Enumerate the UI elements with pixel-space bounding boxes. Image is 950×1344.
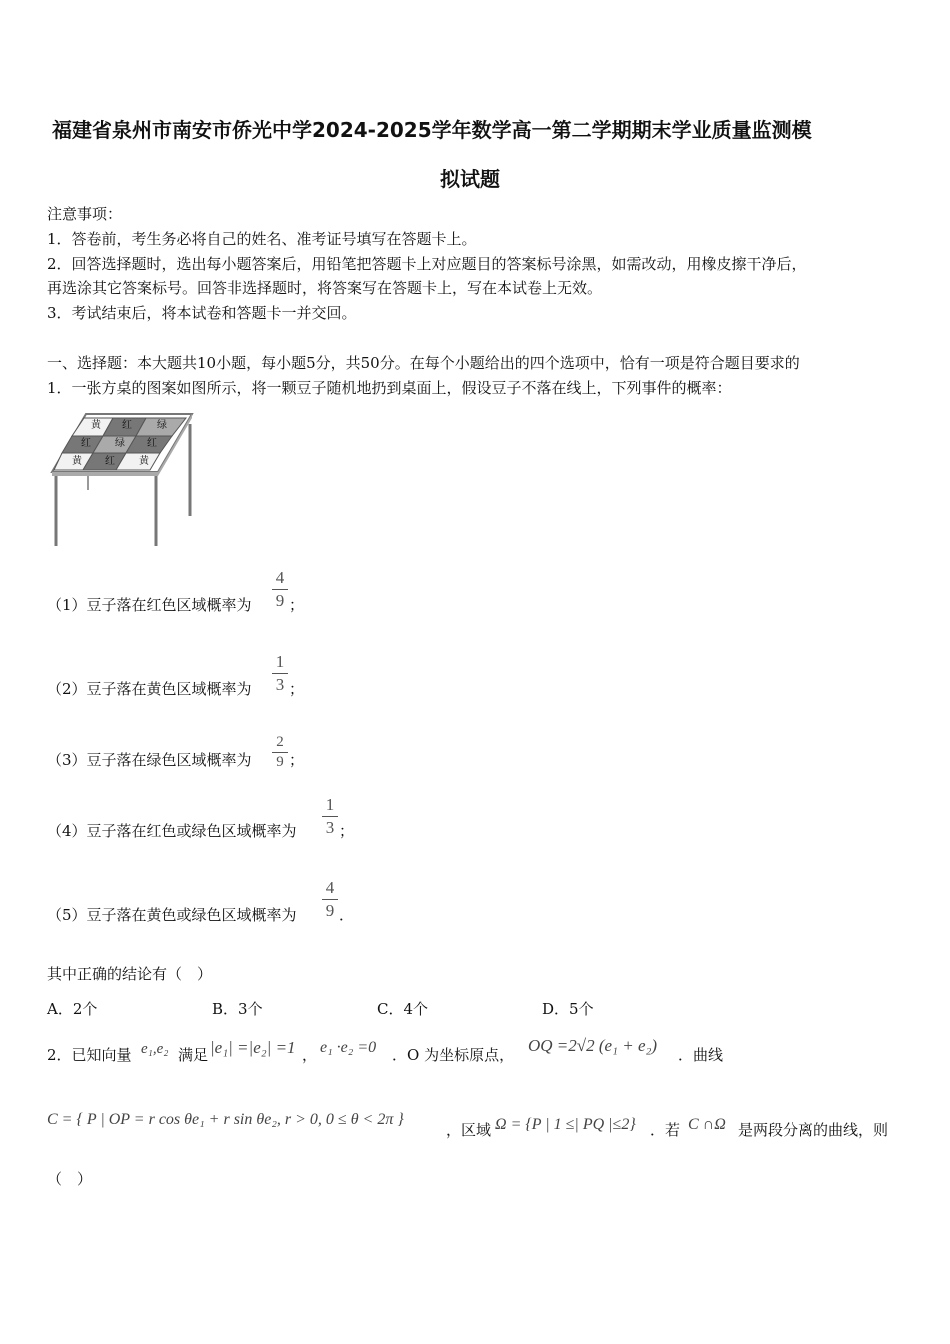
q2-if: ．若 xyxy=(650,1121,681,1139)
grid-cell-7: 黄 xyxy=(72,456,82,467)
q2-oq: OQ =2√2 (e₁ + e₂) xyxy=(528,1036,658,1055)
notice-heading: 注意事项： xyxy=(47,205,123,223)
grid-cell-2: 红 xyxy=(122,420,132,431)
frac-den: 3 xyxy=(275,675,285,694)
grid-cell-3: 绿 xyxy=(157,420,167,431)
q2-prefix: 2．已知向量 xyxy=(47,1046,132,1064)
frac-den: 9 xyxy=(325,901,335,920)
statement-1-end: ； xyxy=(289,596,305,614)
q2-omega: Ω = {P | 1 ≤| PQ |≤2} xyxy=(495,1116,636,1133)
statement-5-text: （5）豆子落在黄色或绿色区域概率为 xyxy=(47,906,297,924)
statement-3-text: （3）豆子落在绿色区域概率为 xyxy=(47,751,252,769)
frac-num: 4 xyxy=(325,878,335,897)
notice-item-1: 1．答卷前，考生务必将自己的姓名、准考证号填写在答题卡上。 xyxy=(47,230,477,248)
notice-item-3: 3．考试结束后，将本试卷和答题卡一并交回。 xyxy=(47,304,357,322)
frac-num: 1 xyxy=(275,652,285,671)
q2-curve-set: C = { P | OP = r cos θe₁ + r sin θe₂, r > 0, 0 ≤ θ < 2π } xyxy=(47,1111,404,1128)
section-heading: 一、选择题：本大题共10小题，每小题5分，共50分。在每个小题给出的四个选项中，恰有一项是符合题目要求的 xyxy=(47,354,800,372)
frac-den: 9 xyxy=(275,591,285,610)
frac-num: 1 xyxy=(325,795,335,814)
q2-satisfy: 满足 xyxy=(178,1046,209,1064)
q2-curve: ．曲线 xyxy=(678,1046,724,1064)
frac-num: 4 xyxy=(275,568,285,587)
option-c[interactable]: C．4个 xyxy=(377,1000,429,1018)
q1-stem: 1．一张方桌的图案如图所示，将一颗豆子随机地扔到桌面上，假设豆子不落在线上，下列事件的概率： xyxy=(47,379,732,397)
q2-cond2: e₁ ·e₂ =0 xyxy=(320,1039,377,1056)
statement-2-text: （2）豆子落在黄色区域概率为 xyxy=(47,680,252,698)
fraction-4-9b xyxy=(322,879,338,920)
notice-item-2: 2．回答选择题时，选出每小题答案后，用铅笔把答题卡上对应题目的答案标号涂黑，如需改动，用橡皮擦干净后， xyxy=(47,255,807,273)
q2-region: ，区域 xyxy=(446,1121,492,1139)
frac-num: 2 xyxy=(276,734,284,750)
grid-cell-6: 红 xyxy=(147,438,157,449)
fraction-1-3b xyxy=(322,796,338,837)
q1-conclusion: 其中正确的结论有（ ） xyxy=(47,965,213,983)
fraction-1-3 xyxy=(272,653,288,694)
statement-4-end: ； xyxy=(339,822,355,840)
doc-title-line1: 福建省泉州市南安市侨光中学2024-2025学年数学高一第二学期期末学业质量监测模 xyxy=(52,118,812,142)
q2-origin: ．O 为坐标原点， xyxy=(392,1046,515,1064)
option-b[interactable]: B．3个 xyxy=(212,1000,263,1018)
grid-cell-8: 红 xyxy=(105,456,115,467)
fraction-2-9 xyxy=(272,735,288,770)
statement-1-text: （1）豆子落在红色区域概率为 xyxy=(47,596,252,614)
q2-cap: C ∩Ω xyxy=(688,1116,726,1133)
q2-comma: ， xyxy=(302,1046,318,1064)
table-figure xyxy=(50,410,200,550)
grid-cell-1: 黄 xyxy=(91,420,101,431)
fraction-4-9 xyxy=(272,569,288,610)
grid-cell-4: 红 xyxy=(81,438,91,449)
statement-5-end: ． xyxy=(339,906,355,924)
frac-den: 3 xyxy=(325,818,335,837)
statement-2-end: ； xyxy=(289,680,305,698)
statement-4-text: （4）豆子落在红色或绿色区域概率为 xyxy=(47,822,297,840)
option-a[interactable]: A．2个 xyxy=(47,1000,98,1018)
grid-cell-5: 绿 xyxy=(115,438,125,449)
statement-3-end: ； xyxy=(289,751,305,769)
option-d[interactable]: D．5个 xyxy=(542,1000,594,1018)
q2-cond1: |e₁| =|e₂| =1 xyxy=(210,1038,296,1057)
doc-title-line2: 拟试题 xyxy=(440,167,500,191)
q2-answer-blank: （ ） xyxy=(47,1170,93,1188)
notice-item-2-cont: 再选涂其它答案标号。回答非选择题时，将答案写在答题卡上，写在本试卷上无效。 xyxy=(47,279,603,297)
frac-den: 9 xyxy=(276,754,284,770)
q2-tail: 是两段分离的曲线，则 xyxy=(738,1121,889,1139)
grid-cell-9: 黄 xyxy=(139,456,149,467)
q2-vectors: e₁,e₂ xyxy=(141,1041,169,1057)
